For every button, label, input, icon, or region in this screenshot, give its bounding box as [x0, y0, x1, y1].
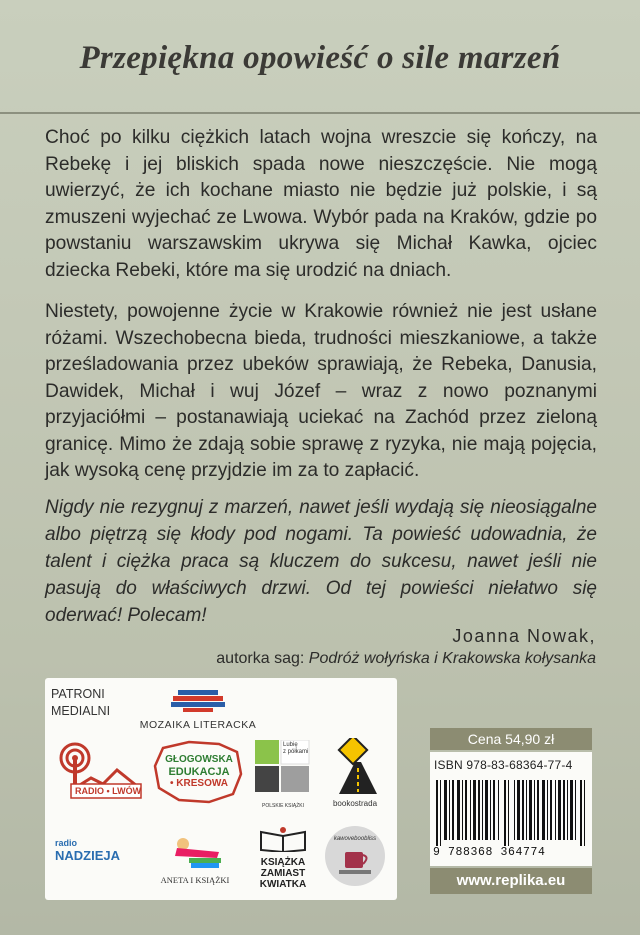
lubie-polskie-ksiazki-logo: [255, 740, 311, 809]
patrons-label-line: MEDIALNI: [51, 704, 111, 718]
title-block: [0, 40, 640, 77]
aneta-i-ksiazki-logo: [149, 828, 241, 888]
author-works: Podróż wołyńska i Krakowska kołysanka: [308, 650, 596, 667]
author-description: [0, 650, 596, 668]
mozaika-literacka-logo: [133, 688, 263, 731]
endorsement-author: Joanna Nowak,: [452, 626, 596, 646]
reading-girl-icon: [149, 828, 241, 870]
bookostrada-logo: [325, 738, 385, 808]
road-sign-icon: [325, 738, 385, 794]
isbn-number: ISBN 978-83-68364-77-4: [434, 758, 573, 772]
open-book-icon: [255, 826, 311, 852]
coffee-cup-icon: [323, 824, 387, 888]
radio-lwow-logo: [53, 740, 145, 802]
glogowska-text: [149, 754, 249, 790]
kawa-books-logo: [323, 824, 387, 888]
glogowska-line: EDUKACJA: [168, 766, 230, 778]
title-divider: [0, 112, 640, 114]
ksiazka-text: [255, 857, 311, 890]
isbn-barcode-panel: [430, 752, 592, 866]
blurb-paragraph: Choć po kilku ciężkich latach wojna wreszcie się kończy, na Rebekę i jej bliskich spada nowe nieszczęście. Nie mogą uwierzyć, że ich kochane miasto nie będzie już polskie, i są zmuszeni wyjechać ze Lwowa. Wybór pada na Kraków, gdzie po powstaniu warszawskim ukrywa się Michał Kawka, ojciec dziecka Rebeki, które ma się urodzić na dniach.: [45, 127, 597, 281]
patrons-label-line: PATRONI: [51, 687, 105, 701]
radio-nadzieja-logo: [55, 838, 145, 878]
media-patrons-panel: [45, 678, 397, 900]
barcode-icon: [434, 780, 588, 846]
ksiazka-line: KSIĄŻKA: [260, 857, 306, 868]
book-stack-icon: [133, 688, 263, 714]
mozaika-label: MOZAIKA LITERACKA: [139, 719, 257, 731]
blurb-paragraph: Niestety, powojenne życie w Krakowie również nie jest usłane różami. Wszechobecna bieda, trudności mieszkaniowe, a także prześladowania przez ubeków sprawiają, że Rebeka, Danusia, Dawidek, Michał i wuj Józef – wraz z nowo poznanymi przyjaciółmi – postanawiają uciekać na Zachód przez zieloną granicę. Mimo że zdają sobie sprawę z ryzyka, nie mają pojęcia, jak wysoką cenę przyjdzie im za to zapłacić.: [45, 301, 597, 481]
ksiazka-line: ZAMIAST: [260, 868, 306, 879]
radio-lwow-label: RADIO • LWÓW: [75, 786, 142, 796]
ksiazka-line: KWIATKA: [259, 879, 307, 890]
blurb: [45, 125, 597, 500]
glogowska-edukacja-logo: [149, 738, 249, 808]
author-desc-prefix: autorka sag:: [216, 650, 309, 667]
radio-nadzieja-line: NADZIEJA: [55, 848, 121, 863]
radio-nadzieja-line: radio: [55, 838, 78, 848]
price-label: Cena 54,90 zł: [430, 728, 592, 750]
lubie-line: z półkami: [283, 749, 309, 755]
glogowska-line: • KRESOWA: [170, 778, 228, 789]
lubie-caption: [283, 742, 308, 756]
publisher-url[interactable]: www.replika.eu: [430, 868, 592, 894]
glogowska-line: GŁOGOWSKA: [165, 754, 233, 765]
ksiazka-zamiast-kwiatka-logo: [255, 826, 311, 892]
kawa-label: kawoveboobliss: [333, 836, 377, 842]
patrons-label: [51, 686, 110, 720]
bookostrada-label: bookostrada: [332, 799, 378, 808]
aneta-label: ANETA I KSIĄŻKI: [160, 875, 230, 885]
endorsement-quote: Nigdy nie rezygnuj z marzeń, nawet jeśli wydają się nieosiągalne albo piętrzą się kłody pod nogami. Ta powieść udowadnia, że talent i ciężka praca są kluczem do sukcesu, nawet jeśli nie pasują do właściwych drzwi. Od tej powieści niełatwo się oderwać! Polecam!: [45, 497, 597, 626]
lubie-line: Lubię: [283, 742, 298, 748]
cover-title: Przepiękna opowieść o sile marzeń: [79, 40, 561, 76]
lubie-footer: POLSKIE KSIĄŻKI: [262, 803, 304, 809]
barcode-digits: 9 788368 364774: [433, 846, 546, 859]
